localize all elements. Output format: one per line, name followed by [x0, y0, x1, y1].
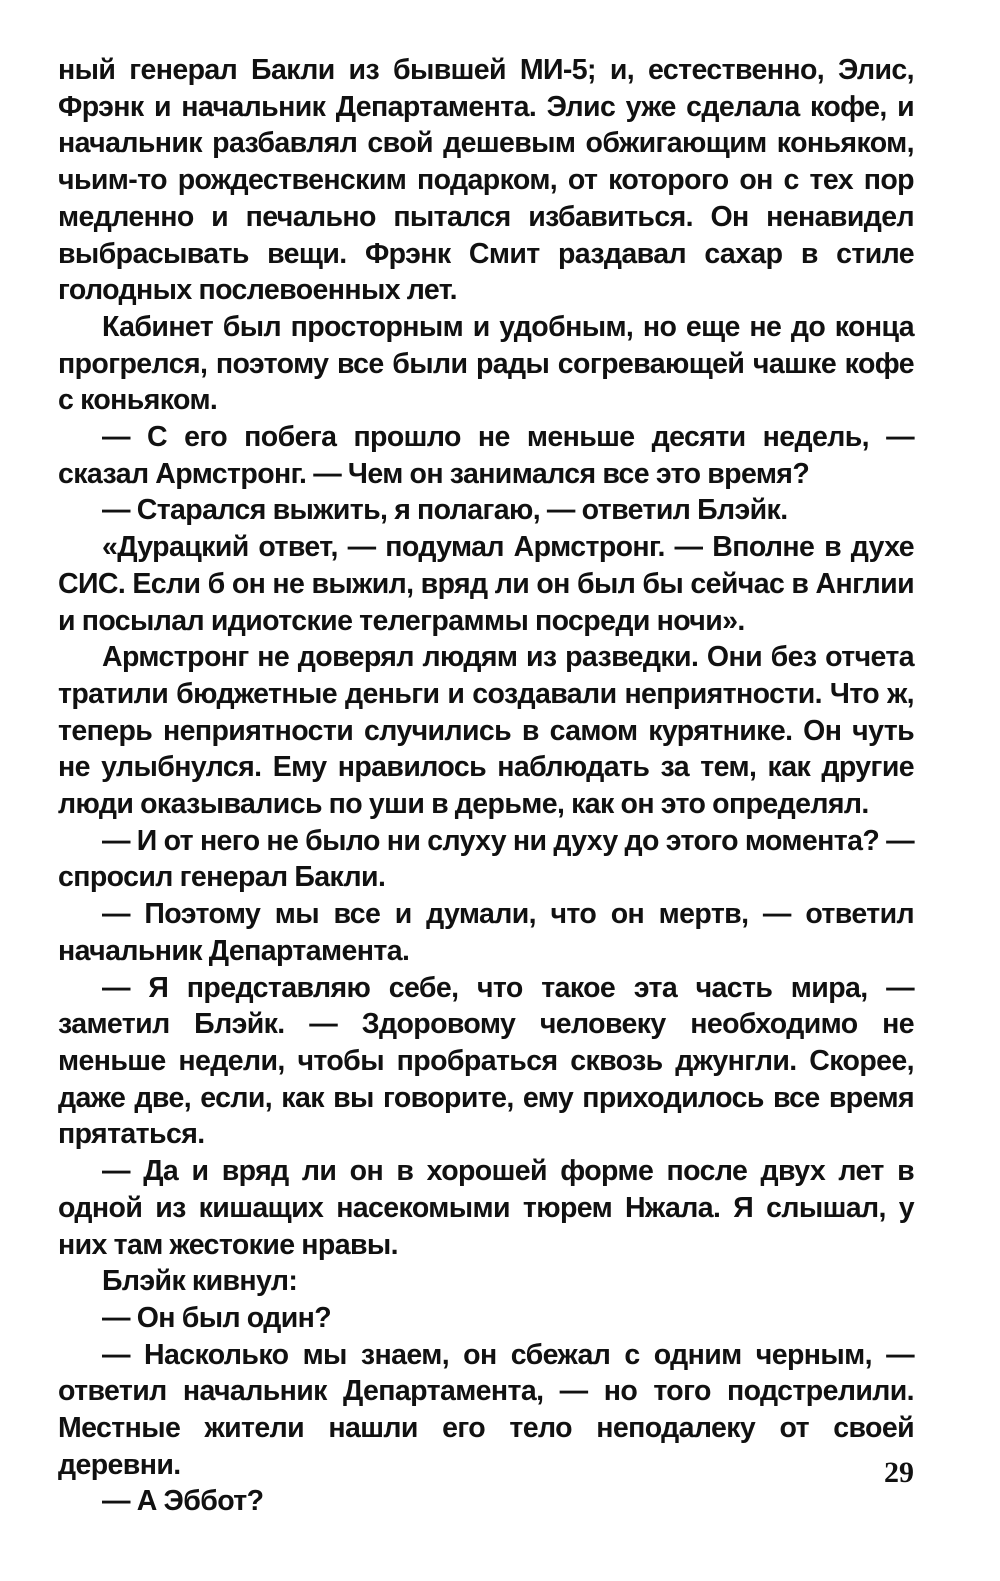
paragraph-continued: ный генерал Бакли из бывшей МИ-5; и, естественно, Элис, Фрэнк и начальник Департамента. Элис уже сделала кофе, и начальник разбавлял свой дешевым обжигающим коньяком, чьим-то рождественским подарком, от которого он с тех пор медленно и печально пытался избавиться. Он ненавидел выбрасывать вещи. Фрэнк Смит раздавал сахар в стиле голодных послевоенных лет. [58, 54, 914, 307]
dialogue-line: — Я представляю себе, что такое эта часть мира, — заметил Блэйк. — Здоровому человеку необходимо не меньше недели, чтобы пробраться сквозь джунгли. Скорее, даже две, если, как вы говорите, ему приходилось все время прятаться. [58, 971, 914, 1151]
dialogue-line: — Насколько мы знаем, он сбежал с одним черным, — ответил начальник Департамента, — но того подстрелили. Местные жители нашли его тело неподалеку от своей деревни. [58, 1338, 914, 1481]
paragraph: Армстронг не доверял людям из разведки. Они без отчета тратили бюджетные деньги и создавали неприятности. Что ж, теперь неприятности случились в самом курятнике. Он чуть не улыбнулся. Ему нравилось наблюдать за тем, как другие люди оказывались по уши в дерьме, как он это определял. [58, 641, 914, 821]
dialogue-line: — А Эббот? [102, 1485, 264, 1518]
dialogue-line: — Он был один? [102, 1301, 332, 1334]
paragraph: «Дурацкий ответ, — подумал Армстронг. — Вполне в духе СИС. Если б он не выжил, вряд ли он был бы сейчас в Англии и посылал идиотские телеграммы посреди ночи». [58, 531, 914, 637]
page-number: 29 [884, 1456, 914, 1489]
dialogue-line: — Поэтому мы все и думали, что он мертв, — ответил начальник Департамента. [58, 898, 914, 967]
dialogue-line: — И от него не было ни слуху ни духу до этого момента? — спросил генерал Бакли. [58, 824, 914, 894]
paragraph: Блэйк кивнул: [102, 1265, 298, 1298]
paragraph: Кабинет был просторным и удобным, но еще не до конца прогрелся, поэтому все были рады согревающей чашке кофе с коньяком. [58, 310, 914, 417]
dialogue-line: — С его побега прошло не меньше десяти недель, — сказал Армстронг. — Чем он занимался все это время? [58, 421, 914, 490]
dialogue-line: — Старался выжить, я полагаю, — ответил Блэйк. [102, 494, 788, 527]
dialogue-line: — Да и вряд ли он в хорошей форме после двух лет в одной из кишащих насекомыми тюрем Нжала. Я слышал, у них там жестокие нравы. [58, 1155, 914, 1261]
book-page-text [58, 52, 914, 1520]
